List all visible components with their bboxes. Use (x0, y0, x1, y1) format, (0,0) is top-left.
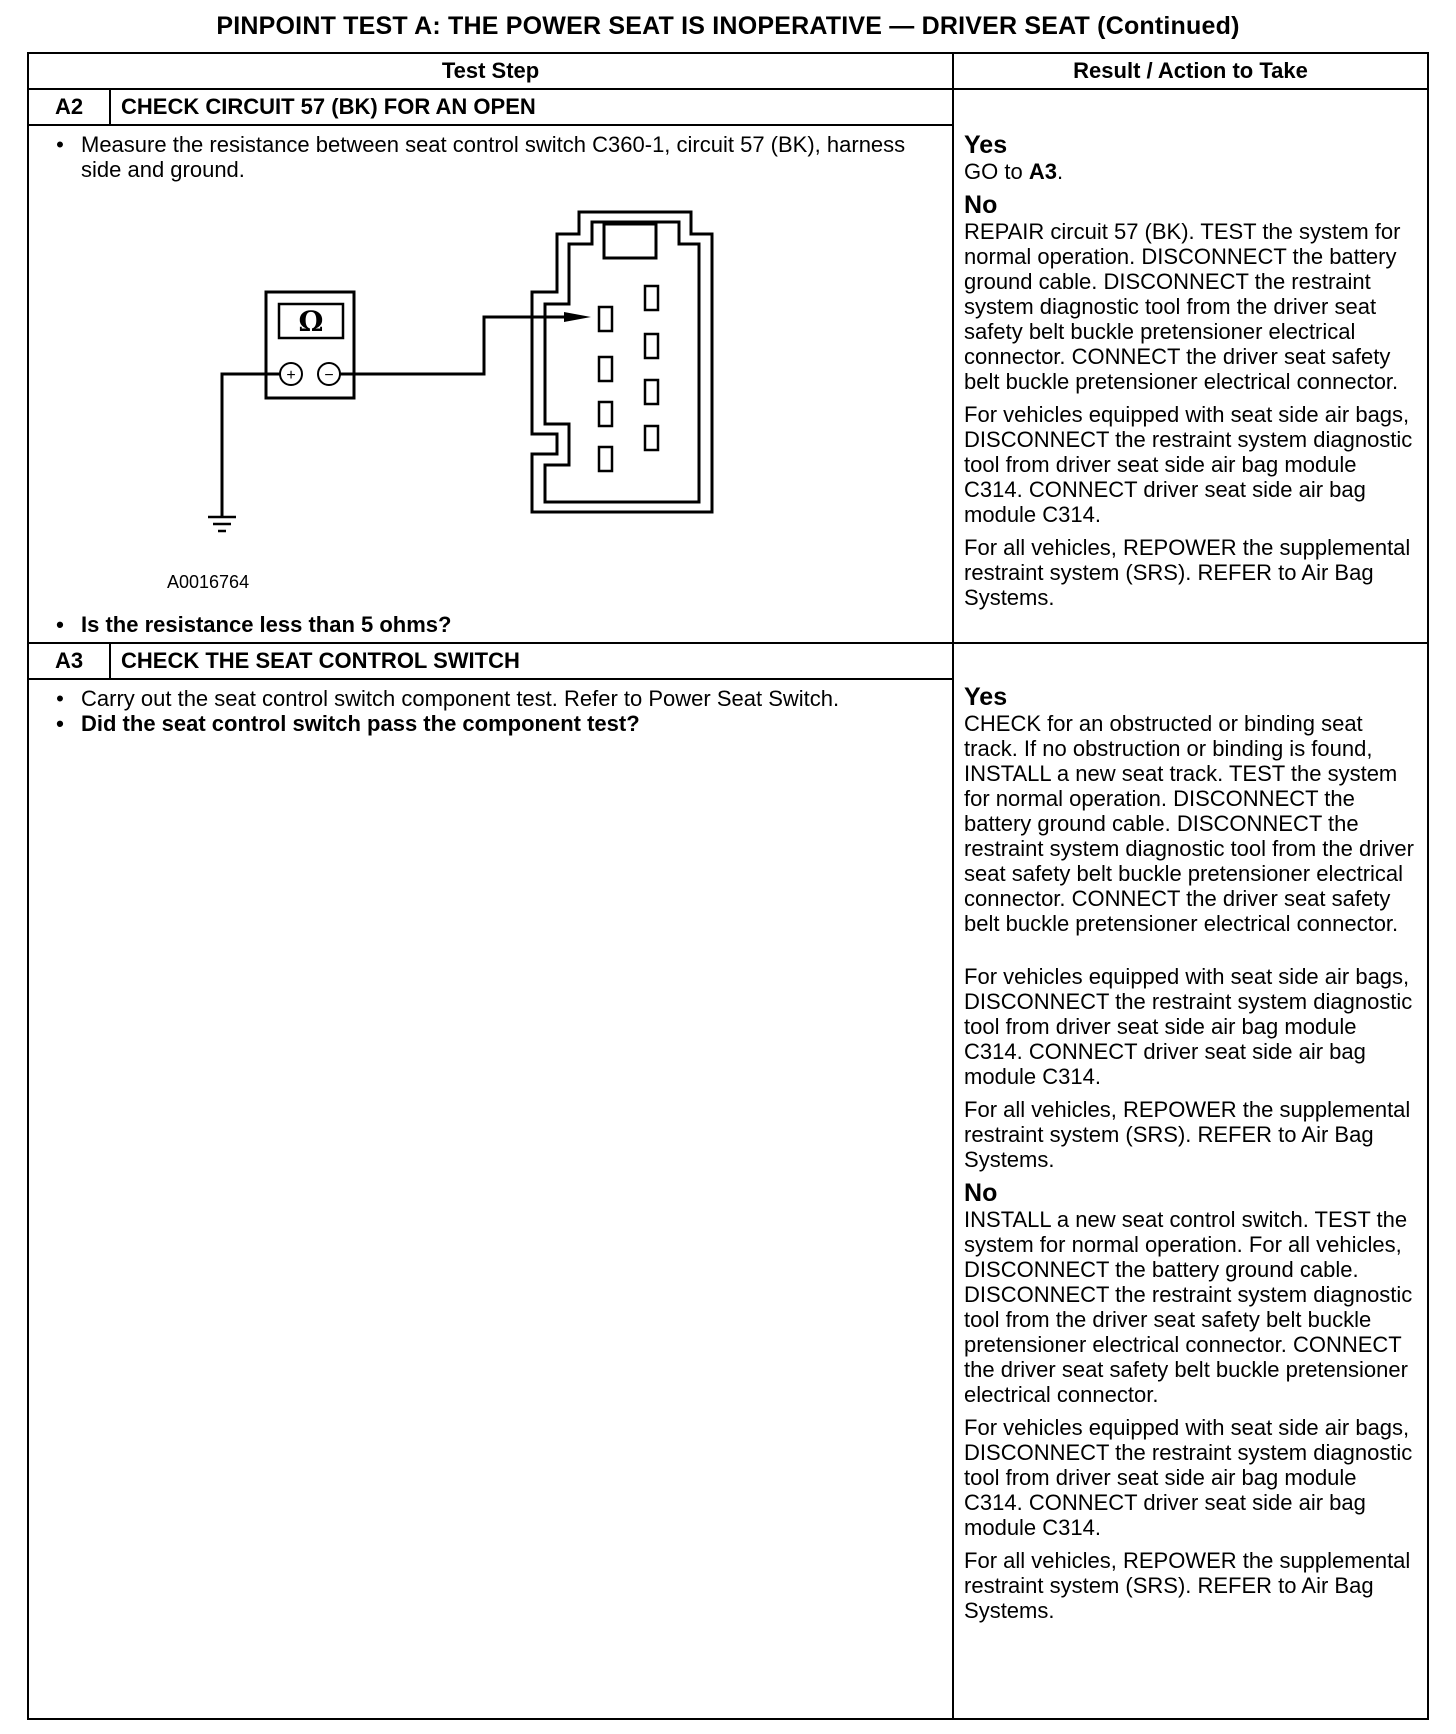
step-a3-id: A3 (28, 643, 110, 679)
step-a2-id: A2 (28, 89, 110, 125)
a3-yes-text-1: CHECK for an obstructed or binding seat track. If no obstruction or binding is found, INSTALL a new seat track. TEST the system for normal operation. DISCONNECT the battery ground cable. DISCONNECT the restraint system diagnostic tool from the driver seat safety belt buckle pretensioner electrical connector. CONNECT the driver seat safety belt buckle pretensioner electrical connector. (964, 711, 1414, 936)
probe-lead (340, 317, 564, 374)
step-a3-title-row (28, 643, 1428, 679)
pinpoint-test-table (27, 52, 1429, 1720)
a2-yes-label: Yes (964, 131, 1008, 159)
circuit-diagram-svg (39, 182, 799, 602)
column-header-test-step: Test Step (28, 53, 953, 89)
a2-yes-text: GO to A3. (964, 159, 1064, 184)
a3-question: • Did the seat control switch pass the component test? (56, 711, 640, 736)
step-a2-title: CHECK CIRCUIT 57 (BK) FOR AN OPEN (110, 89, 953, 125)
step-a3-result (953, 643, 1428, 1719)
a2-no-text-1: REPAIR circuit 57 (BK). TEST the system for normal operation. DISCONNECT the battery ground cable. DISCONNECT the restraint system diagnostic tool from the driver seat safety belt buckle pretensioner electrical connector. CONNECT the driver seat safety belt buckle pretensioner electrical connector. (964, 219, 1401, 394)
a2-no-label: No (964, 191, 998, 219)
a3-yes-text-2: For vehicles equipped with seat side air bags, DISCONNECT the restraint system diagnostic tool from driver seat side air bag module C314. CONNECT driver seat side air bag module C314. (964, 964, 1413, 1089)
table-header-row (28, 53, 1428, 89)
a3-bullet-1: • Carry out the seat control switch component test. Refer to Power Seat Switch. (56, 686, 840, 711)
page-title: PINPOINT TEST A: THE POWER SEAT IS INOPERATIVE — DRIVER SEAT (Continued) (216, 12, 1240, 40)
column-header-result: Result / Action to Take (953, 53, 1428, 89)
connector-c360 (532, 212, 712, 512)
step-a2-result (953, 89, 1428, 643)
a3-yes-text-3: For all vehicles, REPOWER the supplemental restraint system (SRS). REFER to Air Bag Systems. (964, 1097, 1411, 1172)
a3-no-label: No (964, 1179, 998, 1207)
step-a2-title-row (28, 89, 1428, 125)
a3-yes-label: Yes (964, 683, 1008, 711)
a2-bullet-1: • Measure the resistance between seat control switch C360-1, circuit 57 (BK), harness side and ground. (56, 132, 906, 182)
minus-terminal-label: − (324, 367, 334, 384)
a3-no-text-2: For vehicles equipped with seat side air bags, DISCONNECT the restraint system diagnostic tool from driver seat side air bag module C314. CONNECT driver seat side air bag module C314. (964, 1415, 1413, 1540)
ground-icon (208, 517, 236, 531)
a3-no-text-3: For all vehicles, REPOWER the supplemental restraint system (SRS). REFER to Air Bag Systems. (964, 1548, 1411, 1623)
a2-no-text-2: For vehicles equipped with seat side air bags, DISCONNECT the restraint system diagnostic tool from driver seat side air bag module C314. CONNECT driver seat side air bag module C314. (964, 402, 1413, 527)
a3-no-text-1: INSTALL a new seat control switch. TEST the system for normal operation. For all vehicles, DISCONNECT the battery ground cable. DISCONNECT the restraint system diagnostic tool from the driver seat safety belt buckle pretensioner electrical connector. CONNECT the driver seat safety belt buckle pretensioner electrical connector. (964, 1207, 1413, 1407)
step-a3-title: CHECK THE SEAT CONTROL SWITCH (110, 643, 953, 679)
probe-tip-icon (564, 312, 591, 322)
figure-code: A0016764 (167, 572, 250, 592)
a2-no-text-3: For all vehicles, REPOWER the supplemental restraint system (SRS). REFER to Air Bag Systems. (964, 535, 1411, 610)
step-a3-body (28, 679, 953, 1719)
ohm-symbol-icon: Ω (298, 305, 324, 338)
plus-terminal-label: + (286, 367, 296, 384)
step-a2-body (28, 125, 953, 643)
a2-question: • Is the resistance less than 5 ohms? (56, 612, 452, 637)
ohmmeter-diagram (39, 182, 799, 602)
